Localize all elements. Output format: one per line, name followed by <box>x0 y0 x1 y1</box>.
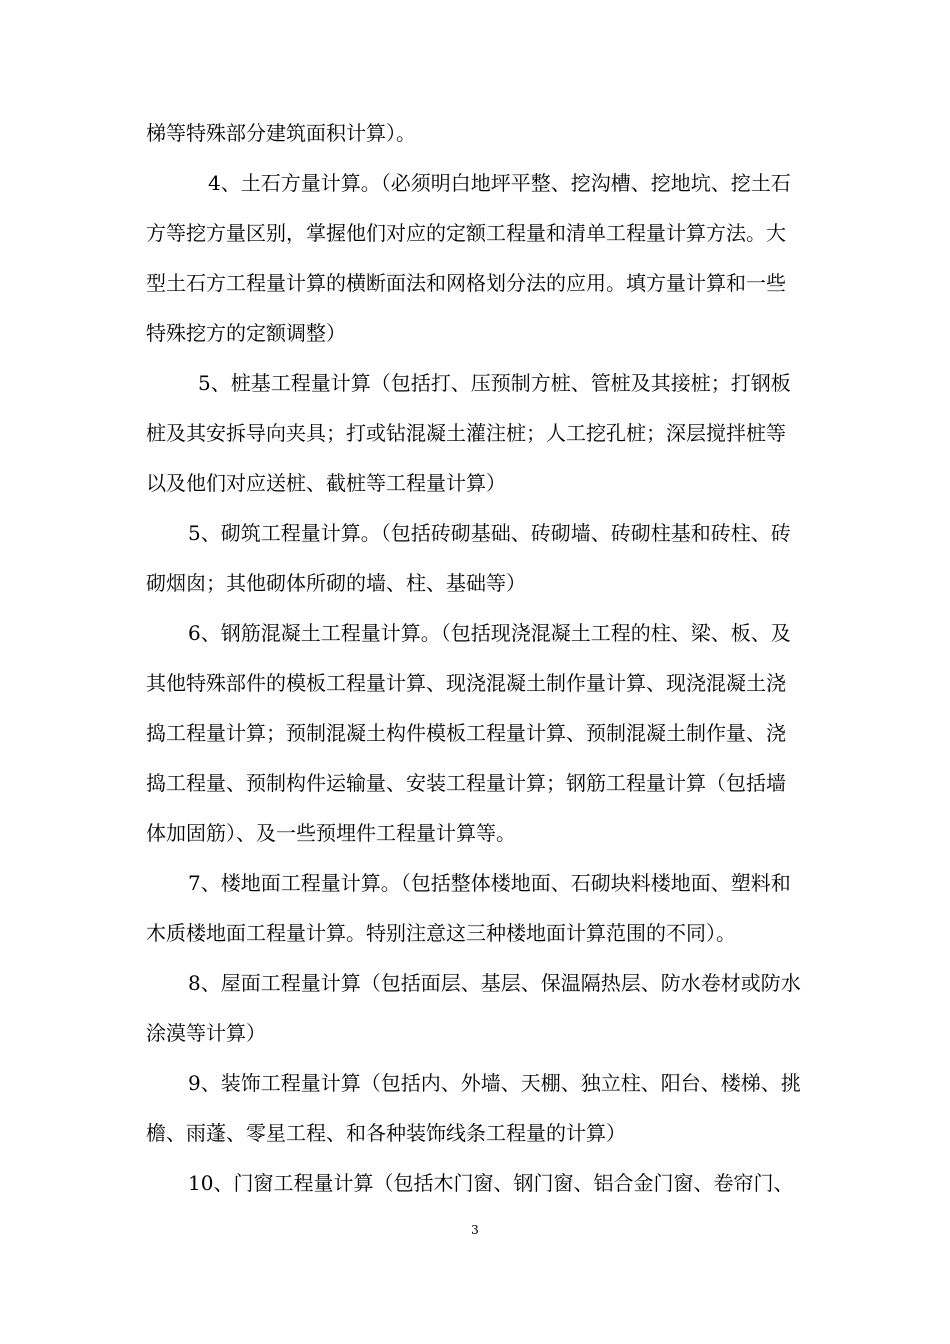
text-line: 捣工程量计算；预制混凝土构件模板工程量计算、预制混凝土制作量、浇 <box>146 721 786 745</box>
text-line: 砌烟囱；其他砌体所砌的墙、柱、基础等） <box>146 571 526 595</box>
text-line: 9、装饰工程量计算（包括内、外墙、天棚、独立柱、阳台、楼梯、挑 <box>188 1071 801 1095</box>
text-line: 桩及其安拆导向夹具；打或钻混凝土灌注桩；人工挖孔桩；深层搅拌桩等 <box>146 421 786 445</box>
text-line: 其他特殊部件的模板工程量计算、现浇混凝土制作量计算、现浇混凝土浇 <box>146 671 786 695</box>
text-line: 方等挖方量区别，掌握他们对应的定额工程量和清单工程量计算方法。大 <box>146 221 786 245</box>
text-line: 捣工程量、预制构件运输量、安装工程量计算；钢筋工程量计算（包括墙 <box>146 771 786 795</box>
text-line: 特殊挖方的定额调整） <box>146 321 346 345</box>
text-line: 涂漠等计算） <box>146 1021 266 1045</box>
text-line: 4、土石方量计算。（必须明白地坪平整、挖沟槽、挖地坑、挖土石 <box>208 171 791 195</box>
text-line: 8、屋面工程量计算（包括面层、基层、保温隔热层、防水卷材或防水 <box>188 971 801 995</box>
text-line: 5、砌筑工程量计算。（包括砖砌基础、砖砌墙、砖砌柱基和砖柱、砖 <box>188 521 791 545</box>
text-line: 木质楼地面工程量计算。特别注意这三种楼地面计算范围的不同）。 <box>146 921 736 945</box>
text-line: 10、门窗工程量计算（包括木门窗、钢门窗、铝合金门窗、卷帘门、 <box>188 1171 794 1195</box>
text-line: 6、钢筋混凝土工程量计算。（包括现浇混凝土工程的柱、梁、板、及 <box>188 621 791 645</box>
text-line: 梯等特殊部分建筑面积计算）。 <box>146 121 416 145</box>
text-line: 体加固筋）、及一些预埋件工程量计算等。 <box>146 821 516 845</box>
page-number: 3 <box>471 1223 479 1237</box>
text-line: 7、楼地面工程量计算。（包括整体楼地面、石砌块料楼地面、塑料和 <box>188 871 791 895</box>
text-line: 型土石方工程量计算的横断面法和网格划分法的应用。填方量计算和一些 <box>146 271 786 295</box>
text-line: 5、桩基工程量计算（包括打、压预制方桩、管桩及其接桩；打钢板 <box>198 371 791 395</box>
text-line: 以及他们对应送桩、截桩等工程量计算） <box>146 471 506 495</box>
text-line: 檐、雨蓬、零星工程、和各种装饰线条工程量的计算） <box>146 1121 626 1145</box>
